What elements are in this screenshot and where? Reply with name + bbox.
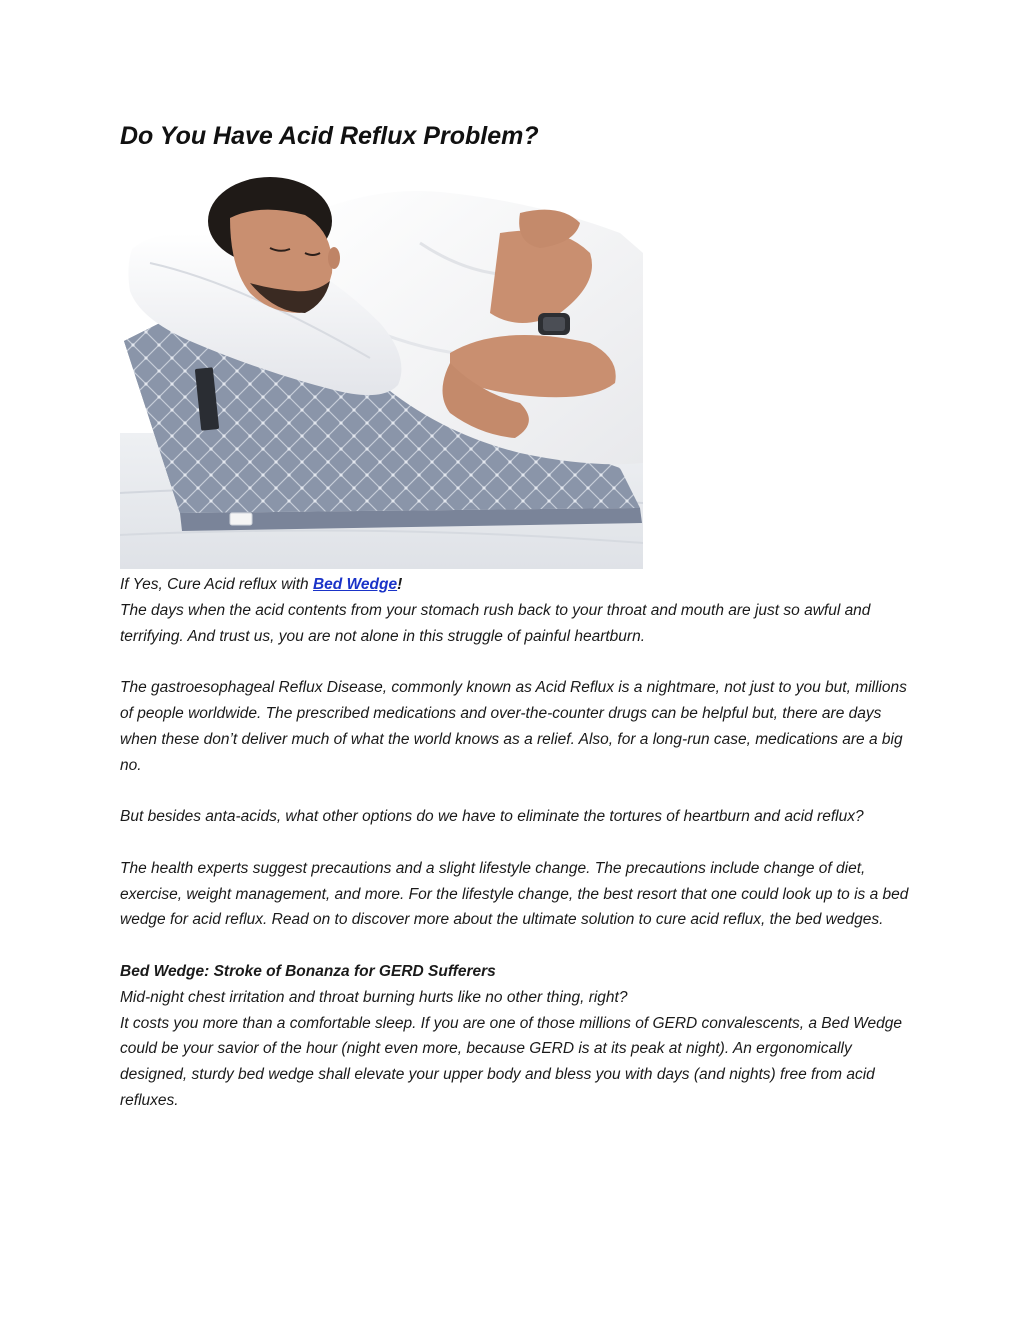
paragraph-3: But besides anta-acids, what other options do we have to eliminate the tortures of heartburn and acid reflux? <box>120 808 864 826</box>
paragraph-1: The days when the acid contents from your stomach rush back to your throat and mouth are just so awful and terrifying. And trust us, you are not alone in this struggle of painful heartburn. <box>120 601 871 645</box>
section-heading: Bed Wedge: Stroke of Bonanza for GERD Sufferers <box>120 962 496 980</box>
intro-line <box>120 572 910 598</box>
intro-suffix: ! <box>397 576 403 593</box>
paragraph-2: The gastroesophageal Reflux Disease, commonly known as Acid Reflux is a nightmare, not just to you but, millions of people worldwide. The prescribed medications and over-the-counter drugs can be helpful but, there are days when these don’t deliver much of what the world knows as a relief. Also, for a long-run case, medications are a big no. <box>120 679 907 774</box>
bed-wedge-link[interactable]: Bed Wedge <box>312 576 398 593</box>
section-line-2: It costs you more than a comfortable sleep. If you are one of those millions of GERD convalescents, a Bed Wedge could be your savior of the hour (night even more, because GERD is at its peak at night). An ergonomically designed, sturdy bed wedge shall elevate your upper body and bless you with days (and nights) free from acid refluxes. <box>120 1014 903 1109</box>
intro-prefix: If Yes, Cure Acid reflux with <box>120 576 313 593</box>
section-line-1: Mid-night chest irritation and throat burning hurts like no other thing, right? <box>120 988 628 1006</box>
article-body <box>120 572 910 1114</box>
bed-wedge-photo <box>120 163 643 569</box>
page-title: Do You Have Acid Reflux Problem? <box>120 122 539 150</box>
paragraph-4: The health experts suggest precautions and a slight lifestyle change. The precautions include change of diet, exercise, weight management, and more. For the lifestyle change, the best resort that one could look up to is a bed wedge for acid reflux. Read on to discover more about the ultimate solution to cure acid reflux, the bed wedges. <box>120 859 909 929</box>
